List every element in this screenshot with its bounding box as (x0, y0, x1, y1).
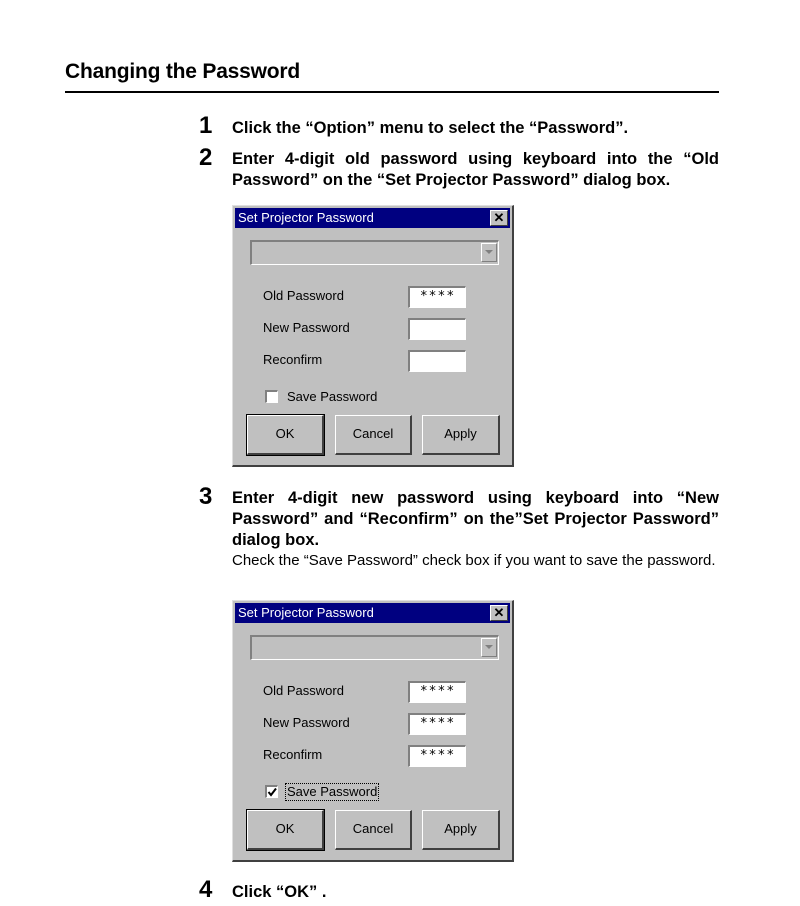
reconfirm-input[interactable]: **** (408, 745, 466, 767)
step-note: Check the “Save Password” check box if you want to save the password. (232, 552, 716, 569)
set-password-dialog (232, 600, 514, 862)
step-number: 1 (199, 112, 213, 139)
dropdown-button[interactable] (481, 243, 497, 262)
ok-button[interactable]: OK (247, 810, 324, 850)
step-number: 4 (199, 876, 213, 903)
close-button[interactable] (490, 210, 508, 226)
dialog-titlebar (235, 603, 510, 623)
apply-button[interactable]: Apply (422, 415, 500, 455)
dialog-title: Set Projector Password (238, 605, 374, 620)
page-title: Changing the Password (65, 60, 300, 83)
close-icon: ✕ (493, 210, 505, 225)
step-text: Enter 4-digit old password using keyboard into the “Old Password” on the “Set Projector Password” dialog box. (232, 150, 719, 189)
checkbox-box[interactable] (265, 390, 278, 403)
reconfirm-input[interactable] (408, 350, 466, 372)
save-password-label: Save Password (287, 784, 378, 799)
dialog-titlebar (235, 208, 510, 228)
step-text: Click the “Option” menu to select the “Password”. (232, 119, 629, 137)
ok-button[interactable]: OK (247, 415, 324, 455)
cancel-button[interactable]: Cancel (335, 415, 412, 455)
checkbox-box[interactable] (265, 785, 278, 798)
step-text: Click “OK” . (232, 883, 327, 901)
step-text: Enter 4-digit new password using keyboard into “New Password” and “Reconfirm” on the”Set Projector Password” dialog box. (232, 489, 719, 549)
step-number: 2 (199, 144, 213, 171)
step-number: 3 (199, 483, 213, 510)
old-password-label: Old Password (263, 683, 344, 698)
old-password-input[interactable]: **** (408, 681, 466, 703)
set-password-dialog (232, 205, 514, 467)
new-password-input[interactable] (408, 318, 466, 340)
reconfirm-label: Reconfirm (263, 747, 323, 762)
projector-select[interactable] (250, 635, 499, 660)
projector-select[interactable] (250, 240, 499, 265)
close-button[interactable] (490, 605, 508, 621)
reconfirm-label: Reconfirm (263, 352, 323, 367)
cancel-button[interactable]: Cancel (335, 810, 412, 850)
close-icon: ✕ (493, 605, 505, 620)
new-password-input[interactable]: **** (408, 713, 466, 735)
chevron-down-icon (485, 645, 493, 650)
dropdown-button[interactable] (481, 638, 497, 657)
title-rule (65, 91, 719, 93)
apply-button[interactable]: Apply (422, 810, 500, 850)
new-password-label: New Password (263, 320, 350, 335)
old-password-input[interactable]: **** (408, 286, 466, 308)
new-password-label: New Password (263, 715, 350, 730)
chevron-down-icon (485, 250, 493, 255)
save-password-label: Save Password (287, 389, 378, 404)
old-password-label: Old Password (263, 288, 344, 303)
dialog-title: Set Projector Password (238, 210, 374, 225)
checkmark-icon (267, 787, 278, 798)
